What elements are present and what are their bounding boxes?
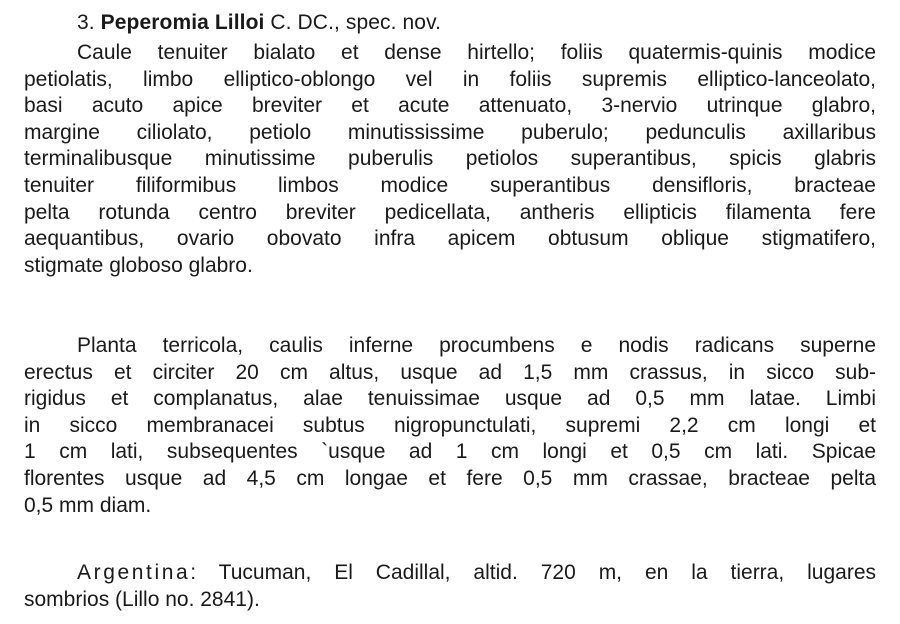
locality-line xyxy=(24,560,876,587)
species-status: spec. nov. xyxy=(345,11,442,34)
habit-line: rigidus et complanatus, alae tenuissimae usque ad 0,5 mm latae. Limbi xyxy=(24,387,876,411)
species-author: C. DC., xyxy=(270,11,340,34)
description-line: pelta rotunda centro breviter pedicellata, antheris ellipticis filamenta fere xyxy=(24,200,876,224)
habit-paragraph xyxy=(24,333,876,519)
description-paragraph xyxy=(24,40,876,279)
description-line: aequantibus, ovario obovato infra apicem obtusum oblique stigmatifero, xyxy=(24,227,876,251)
habit-line: in sicco membranacei subtus nigropunctulati, supremi 2,2 cm longi et xyxy=(24,413,876,437)
description-line: stigmate globoso glabro. xyxy=(24,253,253,277)
description-line: Caule tenuiter bialato et dense hirtello; foliis quatermis-quinis modice xyxy=(77,41,876,64)
locality-details: : Tucuman, El Cadillal, altid. 720 m, en la tierra, lugares xyxy=(190,561,876,584)
species-name: Peperomia Lilloi xyxy=(100,11,265,34)
habit-line: florentes usque ad 4,5 cm longae et fere 0,5 mm crassae, bracteae pelta xyxy=(24,466,876,490)
description-line: petiolatis, limbo elliptico-oblongo vel in foliis supremis elliptico-lanceolato, xyxy=(24,67,876,91)
locality-paragraph xyxy=(24,560,876,613)
description-line: terminalibusque minutissime puberulis petiolos superantibus, spicis glabris xyxy=(24,147,876,171)
locality-country: Argentina xyxy=(77,561,191,584)
habit-line: 0,5 mm diam. xyxy=(24,493,152,517)
habit-line: 1 cm lati, subsequentes `usque ad 1 cm longi et 0,5 cm lati. Spicae xyxy=(24,440,876,464)
description-line: basi acuto apice breviter et acute attenuato, 3-nervio utrinque glabro, xyxy=(24,94,876,118)
habit-line: erectus et circiter 20 cm altus, usque ad 1,5 mm crassus, in sicco sub- xyxy=(24,360,876,384)
species-heading xyxy=(77,10,441,36)
description-line: tenuiter filiformibus limbos modice superantibus densifloris, bracteae xyxy=(24,173,876,197)
species-number: 3. xyxy=(77,11,95,34)
description-line: margine ciliolato, petiolo minutississime puberulo; pedunculis axillaribus xyxy=(24,120,876,144)
locality-line: sombrios (Lillo no. 2841). xyxy=(24,587,260,611)
habit-line: Planta terricola, caulis inferne procumbens e nodis radicans superne xyxy=(77,334,876,357)
